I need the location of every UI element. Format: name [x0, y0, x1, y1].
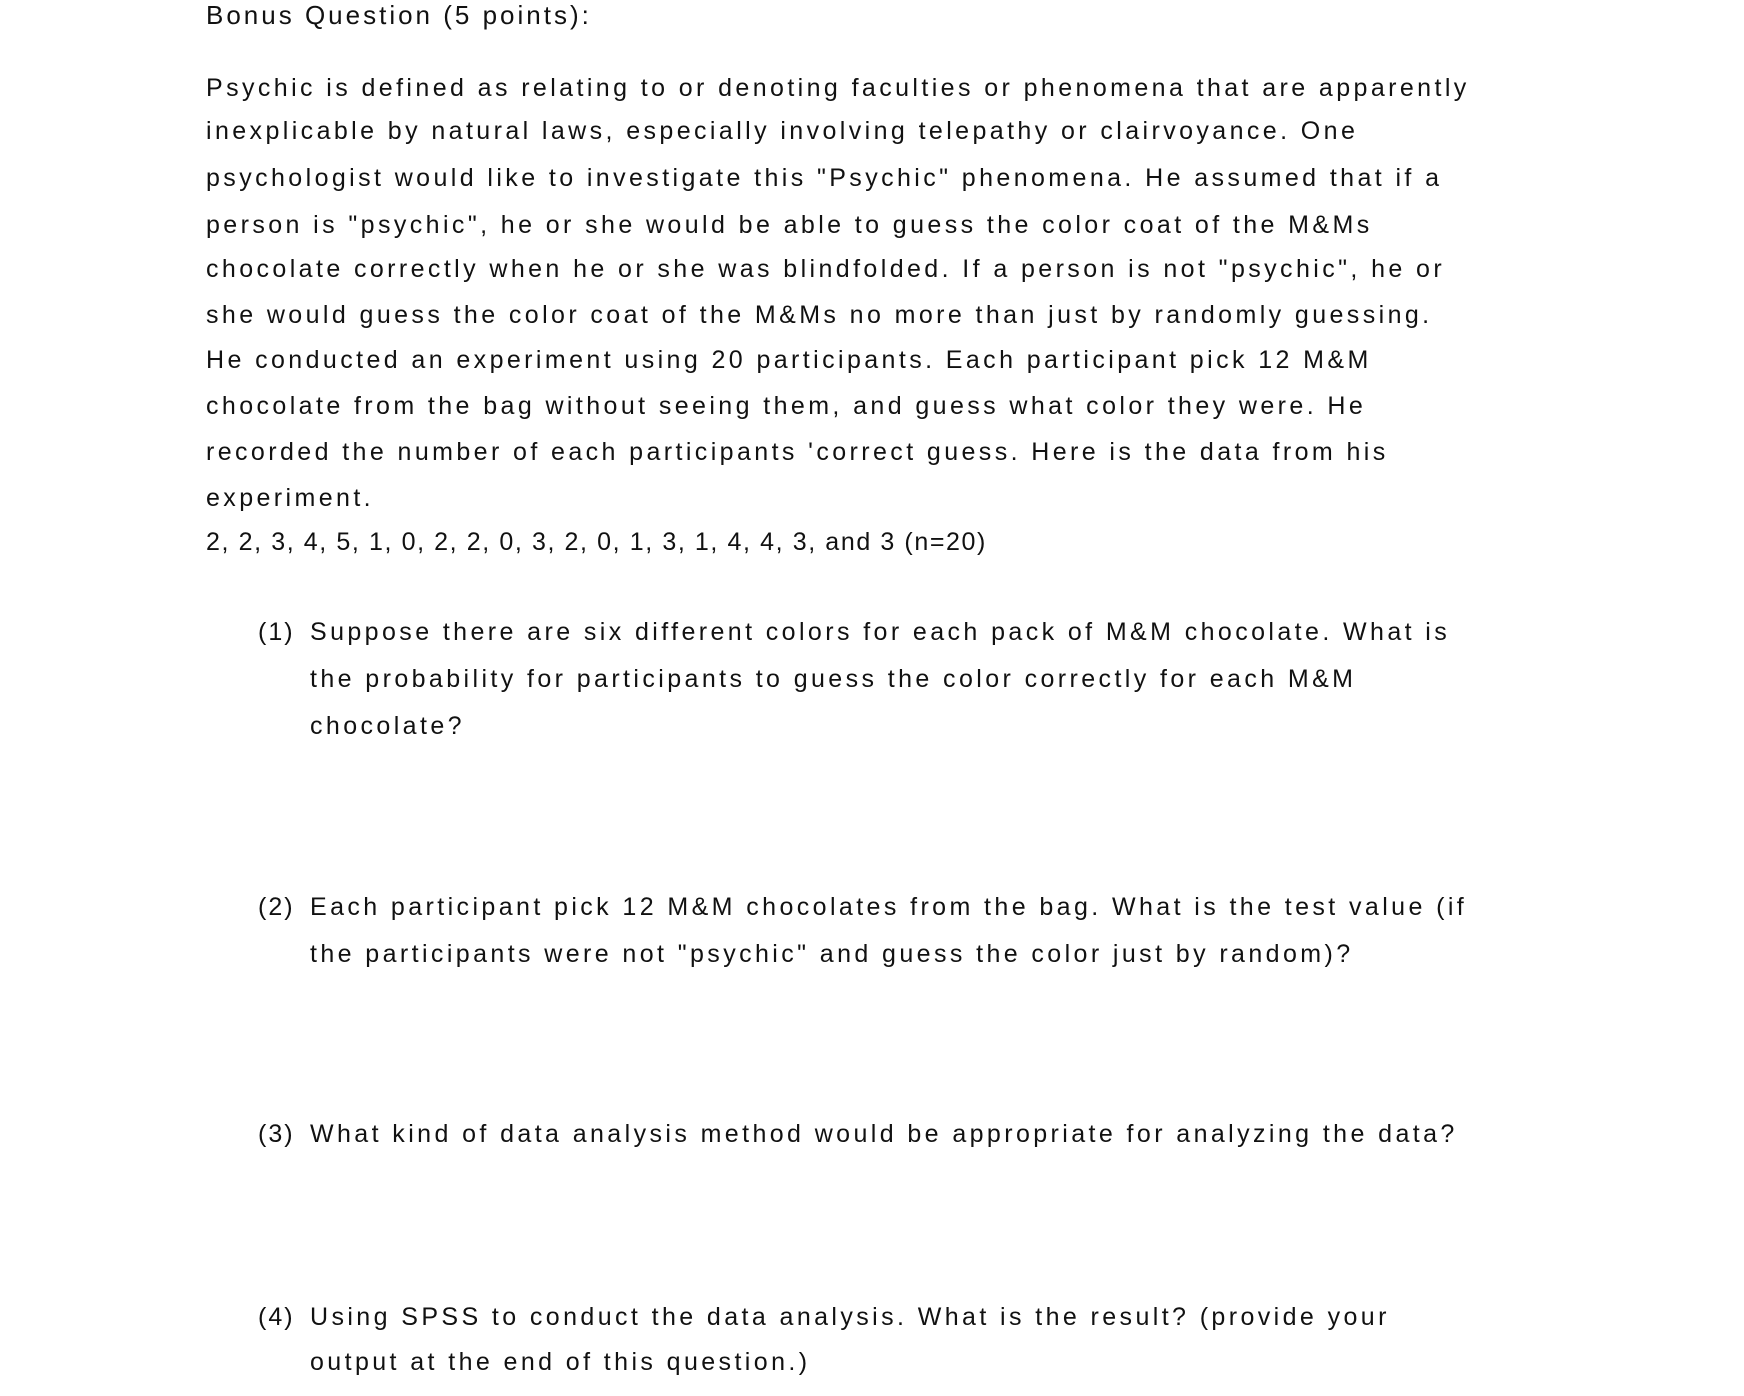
- intro-line: chocolate from the bag without seeing them, and guess what color they were. He: [206, 392, 1367, 420]
- question-4-number: (4): [258, 1303, 295, 1331]
- intro-line: inexplicable by natural laws, especially involving telepathy or clairvoyance. One: [206, 117, 1359, 145]
- question-4-line: Using SPSS to conduct the data analysis. What is the result? (provide your: [310, 1303, 1390, 1331]
- question-2-number: (2): [258, 893, 295, 921]
- question-2-line: the participants were not "psychic" and guess the color just by random)?: [310, 940, 1354, 968]
- intro-line: person is "psychic", he or she would be able to guess the color coat of the M&Ms: [206, 211, 1373, 239]
- question-3-number: (3): [258, 1120, 295, 1148]
- intro-line: experiment.: [206, 484, 375, 512]
- question-1-line: Suppose there are six different colors for each pack of M&M chocolate. What is: [310, 618, 1451, 646]
- question-1-number: (1): [258, 618, 295, 646]
- question-1-line: the probability for participants to guess the color correctly for each M&M: [310, 665, 1357, 693]
- question-1-line: chocolate?: [310, 712, 465, 740]
- intro-line: chocolate correctly when he or she was blindfolded. If a person is not "psychic", he or: [206, 255, 1446, 283]
- intro-line: Psychic is defined as relating to or denoting faculties or phenomena that are apparently: [206, 74, 1470, 102]
- question-3-line: What kind of data analysis method would be appropriate for analyzing the data?: [310, 1120, 1458, 1148]
- intro-line: recorded the number of each participants 'correct guess. Here is the data from his: [206, 438, 1389, 466]
- question-2-line: Each participant pick 12 M&M chocolates from the bag. What is the test value (if: [310, 893, 1468, 921]
- intro-line: He conducted an experiment using 20 participants. Each participant pick 12 M&M: [206, 346, 1372, 374]
- intro-line: she would guess the color coat of the M&Ms no more than just by randomly guessing.: [206, 301, 1433, 329]
- question-4-line: output at the end of this question.): [310, 1348, 811, 1376]
- data-values-line: 2, 2, 3, 4, 5, 1, 0, 2, 2, 0, 3, 2, 0, 1, 3, 1, 4, 4, 3, and 3 (n=20): [206, 528, 987, 556]
- intro-line: psychologist would like to investigate this "Psychic" phenomena. He assumed that if a: [206, 164, 1443, 192]
- bonus-question-heading: Bonus Question (5 points):: [206, 0, 592, 30]
